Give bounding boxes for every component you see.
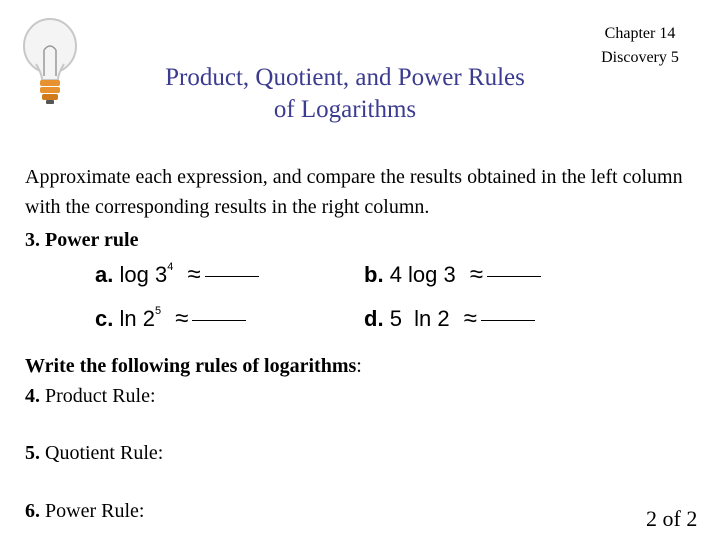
approx-symbol: ≈ [469, 261, 484, 288]
page-title [105, 62, 585, 126]
expression-a [95, 261, 259, 289]
item-label: c. [95, 306, 114, 331]
expression-text: 5 ln 2 [389, 306, 450, 331]
title-line-2: of Logarithms [273, 96, 417, 123]
expression-b [364, 261, 541, 289]
approx-symbol: ≈ [463, 305, 477, 332]
item-label: a. [95, 262, 114, 287]
item-label: b. [364, 262, 384, 287]
approx-symbol: ≈ [187, 261, 201, 288]
exponent: 5 [154, 304, 162, 317]
rule-number: 4. [25, 385, 40, 407]
instructions-text: Approximate each expression, and compare the results obtained in the left column with the corresponding results in the right column. [25, 166, 683, 218]
expression-text: ln 2 [119, 306, 155, 331]
rule-product [25, 385, 156, 408]
title-line-1: Product, Quotient, and Power Rules [165, 64, 525, 91]
rule-quotient [25, 442, 163, 465]
rules-heading [25, 355, 362, 378]
approx-symbol: ≈ [175, 305, 189, 332]
answer-blank[interactable] [205, 276, 259, 277]
item-label: d. [364, 306, 384, 331]
answer-blank[interactable] [481, 320, 535, 321]
rule-number: 6. [25, 500, 40, 522]
chapter-label [588, 22, 692, 70]
rules-heading-text: Write the following rules of logarithms [25, 355, 357, 377]
answer-blank[interactable] [192, 320, 246, 321]
rule-label: Quotient Rule: [45, 442, 164, 464]
section-heading: 3. Power rule [25, 229, 139, 251]
exponent: 4 [167, 260, 174, 273]
expression-text: log 3 [119, 262, 168, 287]
rule-label: Power Rule: [45, 500, 145, 522]
expression-text: 4 log 3 [389, 262, 456, 287]
expression-c [95, 305, 246, 333]
chapter-number: Chapter 14 [604, 25, 676, 42]
rules-heading-colon: : [356, 355, 362, 377]
rule-power [25, 500, 144, 523]
rule-number: 5. [25, 442, 40, 464]
answer-blank[interactable] [487, 276, 541, 277]
expression-d [364, 305, 535, 333]
light-bulb-icon [14, 16, 86, 106]
page-number: 2 of 2 [646, 506, 698, 531]
discovery-number: Discovery 5 [601, 49, 679, 66]
rule-label: Product Rule: [45, 385, 156, 407]
